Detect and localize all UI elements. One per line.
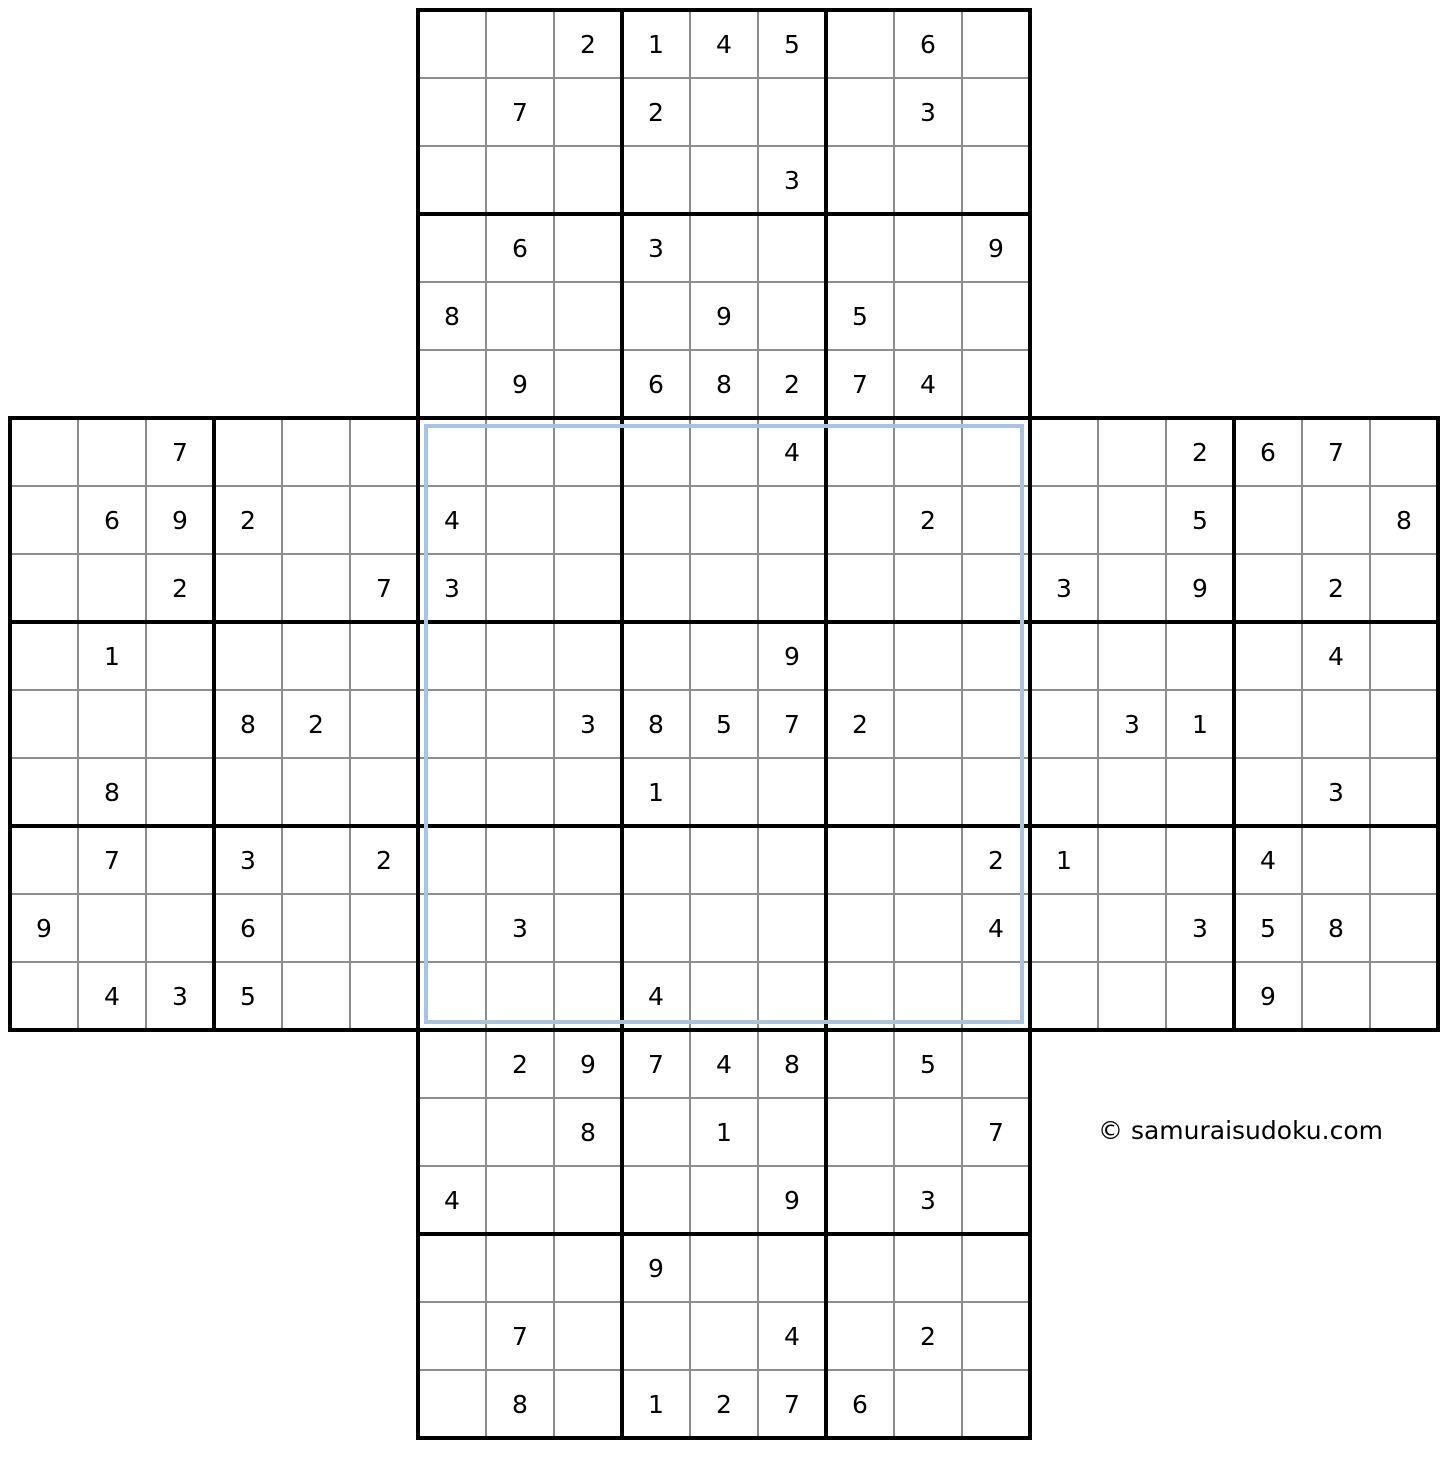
sudoku-cell[interactable]: 9 bbox=[554, 1030, 622, 1098]
sudoku-cell[interactable]: 7 bbox=[962, 1098, 1030, 1166]
sudoku-cell[interactable]: 8 bbox=[622, 690, 690, 758]
sudoku-cell[interactable] bbox=[282, 486, 350, 554]
sudoku-cell[interactable] bbox=[894, 962, 962, 1030]
sudoku-cell[interactable]: 5 bbox=[1166, 486, 1234, 554]
sudoku-cell[interactable] bbox=[962, 146, 1030, 214]
sudoku-cell[interactable] bbox=[418, 962, 486, 1030]
sudoku-cell[interactable] bbox=[690, 1302, 758, 1370]
sudoku-cell[interactable] bbox=[282, 894, 350, 962]
sudoku-cell[interactable] bbox=[1098, 554, 1166, 622]
sudoku-cell[interactable] bbox=[146, 690, 214, 758]
sudoku-cell[interactable] bbox=[554, 486, 622, 554]
sudoku-cell[interactable]: 4 bbox=[1302, 622, 1370, 690]
sudoku-cell[interactable] bbox=[554, 350, 622, 418]
sudoku-cell[interactable] bbox=[486, 962, 554, 1030]
sudoku-cell[interactable] bbox=[554, 418, 622, 486]
sudoku-cell[interactable]: 1 bbox=[1166, 690, 1234, 758]
sudoku-cell[interactable] bbox=[10, 418, 78, 486]
sudoku-cell[interactable] bbox=[1030, 894, 1098, 962]
sudoku-cell[interactable] bbox=[622, 622, 690, 690]
sudoku-cell[interactable] bbox=[1370, 826, 1438, 894]
sudoku-cell[interactable]: 2 bbox=[826, 690, 894, 758]
sudoku-cell[interactable]: 6 bbox=[894, 10, 962, 78]
sudoku-cell[interactable]: 9 bbox=[486, 350, 554, 418]
sudoku-cell[interactable] bbox=[78, 894, 146, 962]
sudoku-cell[interactable] bbox=[350, 758, 418, 826]
sudoku-cell[interactable] bbox=[418, 10, 486, 78]
sudoku-cell[interactable]: 7 bbox=[622, 1030, 690, 1098]
sudoku-cell[interactable] bbox=[214, 418, 282, 486]
sudoku-cell[interactable] bbox=[1370, 894, 1438, 962]
sudoku-cell[interactable] bbox=[10, 690, 78, 758]
sudoku-cell[interactable] bbox=[418, 418, 486, 486]
sudoku-cell[interactable]: 5 bbox=[826, 282, 894, 350]
sudoku-cell[interactable] bbox=[1234, 622, 1302, 690]
sudoku-cell[interactable]: 6 bbox=[486, 214, 554, 282]
sudoku-cell[interactable] bbox=[350, 894, 418, 962]
sudoku-cell[interactable]: 7 bbox=[486, 1302, 554, 1370]
sudoku-cell[interactable] bbox=[554, 1302, 622, 1370]
sudoku-cell[interactable] bbox=[690, 554, 758, 622]
sudoku-cell[interactable] bbox=[962, 1030, 1030, 1098]
sudoku-cell[interactable] bbox=[758, 826, 826, 894]
sudoku-cell[interactable]: 1 bbox=[78, 622, 146, 690]
sudoku-cell[interactable]: 9 bbox=[690, 282, 758, 350]
sudoku-cell[interactable]: 6 bbox=[214, 894, 282, 962]
sudoku-cell[interactable] bbox=[282, 758, 350, 826]
sudoku-cell[interactable]: 3 bbox=[894, 1166, 962, 1234]
sudoku-cell[interactable] bbox=[1302, 962, 1370, 1030]
sudoku-cell[interactable] bbox=[622, 554, 690, 622]
sudoku-cell[interactable]: 8 bbox=[758, 1030, 826, 1098]
sudoku-cell[interactable] bbox=[486, 10, 554, 78]
sudoku-cell[interactable]: 2 bbox=[758, 350, 826, 418]
sudoku-cell[interactable] bbox=[962, 10, 1030, 78]
sudoku-cell[interactable] bbox=[690, 1234, 758, 1302]
sudoku-cell[interactable]: 9 bbox=[962, 214, 1030, 282]
sudoku-cell[interactable] bbox=[418, 1302, 486, 1370]
sudoku-cell[interactable]: 2 bbox=[282, 690, 350, 758]
sudoku-cell[interactable]: 2 bbox=[486, 1030, 554, 1098]
sudoku-cell[interactable] bbox=[894, 418, 962, 486]
sudoku-cell[interactable] bbox=[418, 622, 486, 690]
sudoku-cell[interactable] bbox=[486, 554, 554, 622]
sudoku-cell[interactable] bbox=[962, 962, 1030, 1030]
sudoku-cell[interactable] bbox=[758, 962, 826, 1030]
sudoku-cell[interactable] bbox=[1098, 962, 1166, 1030]
sudoku-cell[interactable] bbox=[622, 418, 690, 486]
sudoku-cell[interactable] bbox=[1370, 690, 1438, 758]
sudoku-cell[interactable] bbox=[826, 486, 894, 554]
sudoku-cell[interactable] bbox=[758, 214, 826, 282]
sudoku-cell[interactable]: 3 bbox=[418, 554, 486, 622]
sudoku-cell[interactable] bbox=[894, 690, 962, 758]
sudoku-cell[interactable]: 6 bbox=[826, 1370, 894, 1438]
sudoku-cell[interactable] bbox=[554, 1166, 622, 1234]
sudoku-cell[interactable] bbox=[1030, 486, 1098, 554]
sudoku-cell[interactable] bbox=[894, 146, 962, 214]
sudoku-cell[interactable] bbox=[758, 78, 826, 146]
sudoku-cell[interactable] bbox=[826, 146, 894, 214]
sudoku-cell[interactable] bbox=[146, 826, 214, 894]
sudoku-cell[interactable] bbox=[690, 418, 758, 486]
sudoku-cell[interactable]: 1 bbox=[1030, 826, 1098, 894]
sudoku-cell[interactable]: 6 bbox=[622, 350, 690, 418]
sudoku-cell[interactable] bbox=[1302, 690, 1370, 758]
sudoku-cell[interactable] bbox=[894, 622, 962, 690]
sudoku-cell[interactable] bbox=[1030, 758, 1098, 826]
sudoku-cell[interactable] bbox=[690, 486, 758, 554]
sudoku-cell[interactable]: 9 bbox=[1234, 962, 1302, 1030]
sudoku-cell[interactable] bbox=[146, 758, 214, 826]
sudoku-cell[interactable] bbox=[418, 214, 486, 282]
sudoku-cell[interactable] bbox=[350, 418, 418, 486]
sudoku-cell[interactable] bbox=[962, 78, 1030, 146]
sudoku-cell[interactable] bbox=[486, 826, 554, 894]
copyright-text: © samuraisudoku.com bbox=[1098, 1116, 1383, 1145]
sudoku-cell[interactable] bbox=[622, 894, 690, 962]
sudoku-cell[interactable] bbox=[826, 1234, 894, 1302]
sudoku-cell[interactable] bbox=[758, 486, 826, 554]
sudoku-cell[interactable]: 2 bbox=[554, 10, 622, 78]
sudoku-cell[interactable]: 5 bbox=[894, 1030, 962, 1098]
sudoku-cell[interactable] bbox=[146, 622, 214, 690]
sudoku-cell[interactable] bbox=[350, 622, 418, 690]
sudoku-cell[interactable]: 4 bbox=[622, 962, 690, 1030]
sudoku-cell[interactable] bbox=[418, 758, 486, 826]
sudoku-cell[interactable] bbox=[1370, 962, 1438, 1030]
sudoku-cell[interactable] bbox=[962, 1234, 1030, 1302]
sudoku-cell[interactable]: 3 bbox=[1098, 690, 1166, 758]
sudoku-cell[interactable]: 2 bbox=[1302, 554, 1370, 622]
sudoku-cell[interactable] bbox=[962, 1302, 1030, 1370]
sudoku-cell[interactable] bbox=[894, 758, 962, 826]
sudoku-cell[interactable] bbox=[1234, 486, 1302, 554]
sudoku-cell[interactable] bbox=[486, 1234, 554, 1302]
sudoku-cell[interactable] bbox=[418, 78, 486, 146]
sudoku-cell[interactable] bbox=[554, 826, 622, 894]
sudoku-cell[interactable] bbox=[1370, 418, 1438, 486]
sudoku-cell[interactable]: 4 bbox=[418, 486, 486, 554]
sudoku-cell[interactable] bbox=[1370, 554, 1438, 622]
sudoku-cell[interactable] bbox=[894, 282, 962, 350]
sudoku-cell[interactable]: 3 bbox=[146, 962, 214, 1030]
sudoku-cell[interactable] bbox=[78, 554, 146, 622]
sudoku-cell[interactable] bbox=[1098, 486, 1166, 554]
sudoku-cell[interactable] bbox=[486, 1098, 554, 1166]
sudoku-cell[interactable] bbox=[826, 418, 894, 486]
sudoku-cell[interactable]: 5 bbox=[690, 690, 758, 758]
sudoku-cell[interactable] bbox=[962, 690, 1030, 758]
sudoku-cell[interactable] bbox=[690, 214, 758, 282]
sudoku-cell[interactable] bbox=[758, 894, 826, 962]
sudoku-cell[interactable] bbox=[418, 146, 486, 214]
sudoku-cell[interactable] bbox=[350, 690, 418, 758]
sudoku-cell[interactable]: 3 bbox=[214, 826, 282, 894]
sudoku-cell[interactable] bbox=[554, 1370, 622, 1438]
sudoku-cell[interactable]: 1 bbox=[690, 1098, 758, 1166]
sudoku-cell[interactable] bbox=[894, 894, 962, 962]
sudoku-cell[interactable]: 4 bbox=[78, 962, 146, 1030]
sudoku-cell[interactable] bbox=[690, 826, 758, 894]
sudoku-cell[interactable] bbox=[622, 826, 690, 894]
sudoku-cell[interactable] bbox=[1098, 418, 1166, 486]
sudoku-cell[interactable]: 3 bbox=[622, 214, 690, 282]
sudoku-cell[interactable] bbox=[1030, 622, 1098, 690]
sudoku-cell[interactable] bbox=[826, 1098, 894, 1166]
sudoku-cell[interactable] bbox=[826, 10, 894, 78]
sudoku-cell[interactable]: 4 bbox=[690, 1030, 758, 1098]
sudoku-cell[interactable]: 4 bbox=[962, 894, 1030, 962]
sudoku-cell[interactable] bbox=[826, 78, 894, 146]
sudoku-cell[interactable] bbox=[1166, 962, 1234, 1030]
sudoku-cell[interactable]: 4 bbox=[758, 418, 826, 486]
sudoku-cell[interactable] bbox=[554, 622, 622, 690]
sudoku-cell[interactable] bbox=[350, 486, 418, 554]
sudoku-cell[interactable] bbox=[1098, 758, 1166, 826]
sudoku-cell[interactable] bbox=[1030, 418, 1098, 486]
sudoku-cell[interactable] bbox=[418, 350, 486, 418]
sudoku-cell[interactable] bbox=[962, 758, 1030, 826]
sudoku-cell[interactable] bbox=[826, 1302, 894, 1370]
sudoku-cell[interactable] bbox=[10, 962, 78, 1030]
sudoku-cell[interactable] bbox=[418, 826, 486, 894]
sudoku-cell[interactable] bbox=[418, 1098, 486, 1166]
sudoku-cell[interactable] bbox=[214, 554, 282, 622]
sudoku-cell[interactable] bbox=[622, 282, 690, 350]
sudoku-cell[interactable] bbox=[826, 622, 894, 690]
sudoku-cell[interactable] bbox=[758, 758, 826, 826]
sudoku-cell[interactable]: 2 bbox=[962, 826, 1030, 894]
sudoku-cell[interactable]: 3 bbox=[758, 146, 826, 214]
sudoku-cell[interactable] bbox=[962, 622, 1030, 690]
sudoku-cell[interactable] bbox=[554, 758, 622, 826]
sudoku-cell[interactable]: 8 bbox=[486, 1370, 554, 1438]
sudoku-cell[interactable]: 4 bbox=[894, 350, 962, 418]
sudoku-cell[interactable] bbox=[690, 894, 758, 962]
sudoku-cell[interactable]: 9 bbox=[146, 486, 214, 554]
sudoku-cell[interactable] bbox=[690, 78, 758, 146]
sudoku-cell[interactable] bbox=[418, 1030, 486, 1098]
sudoku-cell[interactable] bbox=[1166, 826, 1234, 894]
sudoku-cell[interactable] bbox=[10, 554, 78, 622]
sudoku-cell[interactable] bbox=[758, 554, 826, 622]
sudoku-cell[interactable] bbox=[690, 758, 758, 826]
sudoku-cell[interactable]: 5 bbox=[1234, 894, 1302, 962]
sudoku-cell[interactable] bbox=[146, 894, 214, 962]
sudoku-cell[interactable]: 7 bbox=[350, 554, 418, 622]
sudoku-cell[interactable] bbox=[1030, 962, 1098, 1030]
sudoku-cell[interactable] bbox=[78, 690, 146, 758]
sudoku-cell[interactable]: 8 bbox=[690, 350, 758, 418]
sudoku-cell[interactable]: 7 bbox=[758, 690, 826, 758]
sudoku-cell[interactable] bbox=[962, 1370, 1030, 1438]
sudoku-cell[interactable] bbox=[350, 962, 418, 1030]
sudoku-cell[interactable] bbox=[10, 622, 78, 690]
sudoku-cell[interactable] bbox=[962, 1166, 1030, 1234]
sudoku-cell[interactable] bbox=[826, 1166, 894, 1234]
sudoku-cell[interactable] bbox=[554, 554, 622, 622]
sudoku-cell[interactable] bbox=[1098, 826, 1166, 894]
sudoku-cell[interactable]: 4 bbox=[758, 1302, 826, 1370]
sudoku-cell[interactable]: 4 bbox=[690, 10, 758, 78]
sudoku-cell[interactable] bbox=[282, 554, 350, 622]
sudoku-cell[interactable] bbox=[962, 486, 1030, 554]
sudoku-cell[interactable]: 7 bbox=[826, 350, 894, 418]
sudoku-cell[interactable] bbox=[826, 758, 894, 826]
sudoku-cell[interactable] bbox=[486, 622, 554, 690]
sudoku-cell[interactable]: 5 bbox=[758, 10, 826, 78]
sudoku-cell[interactable] bbox=[554, 214, 622, 282]
sudoku-cell[interactable]: 7 bbox=[758, 1370, 826, 1438]
sudoku-cell[interactable]: 3 bbox=[894, 78, 962, 146]
sudoku-cell[interactable] bbox=[894, 214, 962, 282]
sudoku-cell[interactable] bbox=[486, 486, 554, 554]
sudoku-cell[interactable] bbox=[894, 826, 962, 894]
sudoku-cell[interactable] bbox=[554, 78, 622, 146]
sudoku-cell[interactable] bbox=[622, 486, 690, 554]
sudoku-cell[interactable] bbox=[826, 962, 894, 1030]
sudoku-cell[interactable] bbox=[826, 554, 894, 622]
sudoku-cell[interactable]: 4 bbox=[418, 1166, 486, 1234]
sudoku-cell[interactable] bbox=[690, 146, 758, 214]
sudoku-cell[interactable]: 8 bbox=[214, 690, 282, 758]
sudoku-cell[interactable]: 6 bbox=[78, 486, 146, 554]
sudoku-cell[interactable]: 9 bbox=[758, 1166, 826, 1234]
sudoku-cell[interactable] bbox=[1302, 486, 1370, 554]
sudoku-cell[interactable] bbox=[826, 826, 894, 894]
sudoku-cell[interactable] bbox=[282, 622, 350, 690]
sudoku-cell[interactable] bbox=[10, 758, 78, 826]
sudoku-cell[interactable] bbox=[1302, 826, 1370, 894]
sudoku-cell[interactable] bbox=[758, 1234, 826, 1302]
sudoku-cell[interactable]: 2 bbox=[690, 1370, 758, 1438]
sudoku-cell[interactable]: 7 bbox=[146, 418, 214, 486]
sudoku-cell[interactable] bbox=[78, 418, 146, 486]
sudoku-cell[interactable]: 1 bbox=[622, 10, 690, 78]
sudoku-cell[interactable]: 8 bbox=[1302, 894, 1370, 962]
sudoku-cell[interactable] bbox=[826, 1030, 894, 1098]
sudoku-cell[interactable] bbox=[622, 1302, 690, 1370]
sudoku-cell[interactable]: 9 bbox=[622, 1234, 690, 1302]
sudoku-cell[interactable] bbox=[690, 962, 758, 1030]
sudoku-cell[interactable] bbox=[486, 758, 554, 826]
sudoku-cell[interactable]: 8 bbox=[1370, 486, 1438, 554]
sudoku-cell[interactable]: 2 bbox=[214, 486, 282, 554]
sudoku-cell[interactable] bbox=[962, 350, 1030, 418]
sudoku-cell[interactable] bbox=[894, 1234, 962, 1302]
sudoku-cell[interactable]: 3 bbox=[486, 894, 554, 962]
sudoku-cell[interactable] bbox=[486, 146, 554, 214]
sudoku-cell[interactable]: 2 bbox=[894, 486, 962, 554]
sudoku-cell[interactable] bbox=[1370, 622, 1438, 690]
sudoku-cell[interactable] bbox=[418, 894, 486, 962]
sudoku-cell[interactable] bbox=[962, 282, 1030, 350]
sudoku-cell[interactable]: 1 bbox=[622, 1370, 690, 1438]
sudoku-cell[interactable]: 3 bbox=[1030, 554, 1098, 622]
sudoku-cell[interactable]: 7 bbox=[486, 78, 554, 146]
sudoku-cell[interactable]: 7 bbox=[1302, 418, 1370, 486]
sudoku-cell[interactable]: 3 bbox=[1166, 894, 1234, 962]
sudoku-cell[interactable]: 7 bbox=[78, 826, 146, 894]
sudoku-cell[interactable] bbox=[486, 282, 554, 350]
sudoku-cell[interactable] bbox=[214, 622, 282, 690]
sudoku-cell[interactable] bbox=[826, 894, 894, 962]
sudoku-cell[interactable] bbox=[690, 1166, 758, 1234]
sudoku-cell[interactable] bbox=[554, 1234, 622, 1302]
sudoku-cell[interactable] bbox=[282, 962, 350, 1030]
sudoku-cell[interactable]: 4 bbox=[1234, 826, 1302, 894]
sudoku-cell[interactable] bbox=[418, 690, 486, 758]
sudoku-cell[interactable] bbox=[10, 826, 78, 894]
sudoku-cell[interactable] bbox=[1234, 554, 1302, 622]
sudoku-cell[interactable]: 3 bbox=[554, 690, 622, 758]
sudoku-cell[interactable]: 2 bbox=[146, 554, 214, 622]
sudoku-cell[interactable]: 1 bbox=[622, 758, 690, 826]
sudoku-cell[interactable] bbox=[554, 146, 622, 214]
sudoku-cell[interactable]: 2 bbox=[350, 826, 418, 894]
sudoku-cell[interactable] bbox=[962, 418, 1030, 486]
sudoku-cell[interactable]: 2 bbox=[894, 1302, 962, 1370]
sudoku-cell[interactable]: 8 bbox=[554, 1098, 622, 1166]
sudoku-cell[interactable] bbox=[1098, 622, 1166, 690]
sudoku-cell[interactable] bbox=[486, 690, 554, 758]
sudoku-cell[interactable] bbox=[758, 1098, 826, 1166]
sudoku-cell[interactable] bbox=[486, 418, 554, 486]
sudoku-cell[interactable] bbox=[418, 1370, 486, 1438]
sudoku-cell[interactable] bbox=[486, 1166, 554, 1234]
sudoku-cell[interactable] bbox=[622, 1166, 690, 1234]
sudoku-cell[interactable] bbox=[554, 282, 622, 350]
sudoku-cell[interactable]: 8 bbox=[418, 282, 486, 350]
sudoku-cell[interactable] bbox=[894, 1098, 962, 1166]
sudoku-cell[interactable] bbox=[758, 282, 826, 350]
sudoku-cell[interactable]: 2 bbox=[1166, 418, 1234, 486]
sudoku-cell[interactable]: 9 bbox=[1166, 554, 1234, 622]
sudoku-cell[interactable] bbox=[1370, 758, 1438, 826]
sudoku-cell[interactable] bbox=[10, 486, 78, 554]
sudoku-cell[interactable]: 2 bbox=[622, 78, 690, 146]
sudoku-cell[interactable]: 6 bbox=[1234, 418, 1302, 486]
sudoku-cell[interactable] bbox=[554, 894, 622, 962]
sudoku-cell[interactable] bbox=[894, 1370, 962, 1438]
sudoku-cell[interactable]: 8 bbox=[78, 758, 146, 826]
sudoku-cell[interactable] bbox=[622, 1098, 690, 1166]
sudoku-cell[interactable] bbox=[894, 554, 962, 622]
sudoku-cell[interactable]: 3 bbox=[1302, 758, 1370, 826]
sudoku-cell[interactable]: 9 bbox=[10, 894, 78, 962]
sudoku-cell[interactable] bbox=[554, 962, 622, 1030]
sudoku-cell[interactable] bbox=[690, 622, 758, 690]
sudoku-cell[interactable] bbox=[1234, 690, 1302, 758]
sudoku-cell[interactable] bbox=[282, 826, 350, 894]
sudoku-cell[interactable] bbox=[214, 758, 282, 826]
sudoku-cell[interactable]: 9 bbox=[758, 622, 826, 690]
sudoku-cell[interactable] bbox=[1098, 894, 1166, 962]
sudoku-cell[interactable] bbox=[282, 418, 350, 486]
sudoku-cell[interactable] bbox=[962, 554, 1030, 622]
sudoku-cell[interactable] bbox=[826, 214, 894, 282]
sudoku-cell[interactable]: 5 bbox=[214, 962, 282, 1030]
sudoku-cell[interactable] bbox=[1234, 758, 1302, 826]
sudoku-cell[interactable] bbox=[1030, 690, 1098, 758]
sudoku-cell[interactable] bbox=[1166, 622, 1234, 690]
sudoku-cell[interactable] bbox=[622, 146, 690, 214]
sudoku-cell[interactable] bbox=[1166, 758, 1234, 826]
sudoku-cell[interactable] bbox=[418, 1234, 486, 1302]
